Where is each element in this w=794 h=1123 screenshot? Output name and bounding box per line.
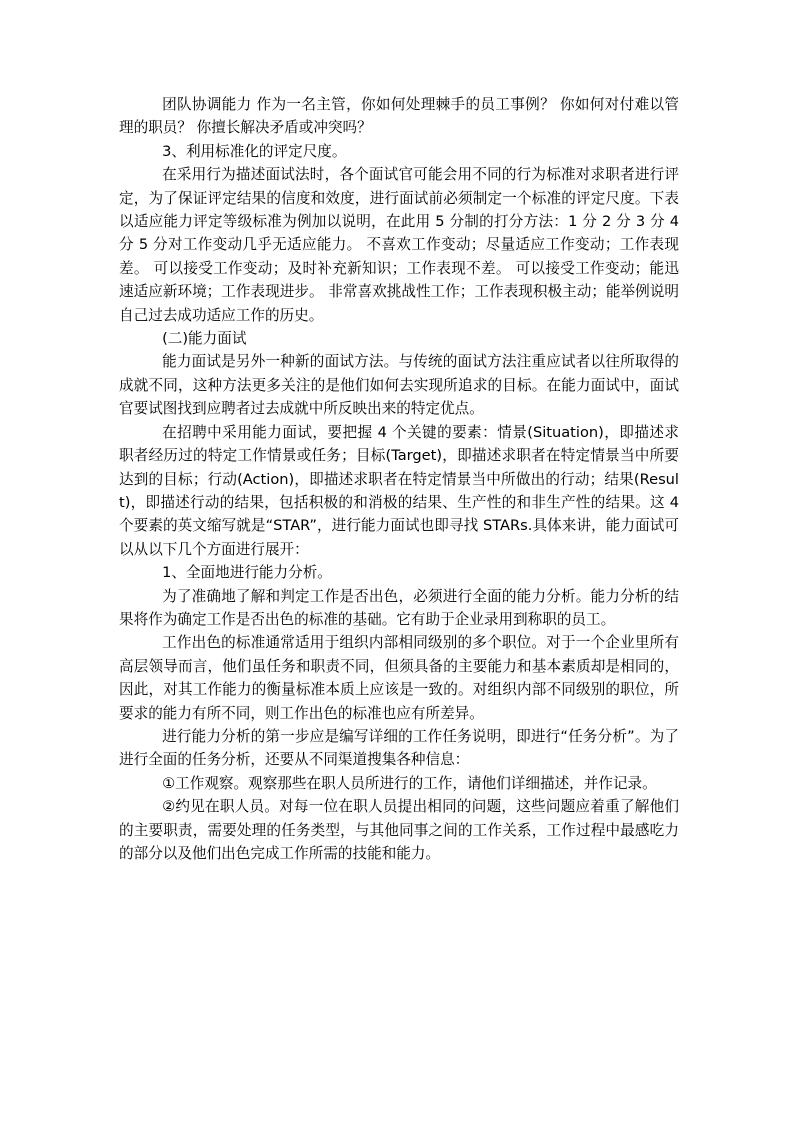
- paragraph-task-analysis: 进行能力分析的第一步应是编写详细的工作任务说明，即进行“任务分析”。为了进行全面的任务分析，还要从不同渠道搜集各种信息：: [119, 727, 679, 769]
- paragraph-star-elements: 在招聘中采用能力面试，要把握 4 个关键的要素：情景(Situation)，即描述求职者经历过的特定工作情景或任务；目标(Target)，即描述求职者在特定情景当中所要达到的目标；行动(Action)，即描述求职者在特定情景当中所做出的行动；结果(Result)，即描述行动的结果，包括积极的和消极的结果、生产性的和非生产性的结果。这 4 个要素的英文缩写就是“STAR”，进行能力面试也即寻找 STARs.具体来讲，能力面试可以从以下几个方面进行展开：: [119, 423, 679, 558]
- paragraph-analysis-purpose: 为了准确地了解和判定工作是否出色，必须进行全面的能力分析。能力分析的结果将作为确定工作是否出色的标准的基础。它有助于企业录用到称职的员工。: [119, 587, 679, 628]
- document-body: [119, 93, 679, 865]
- heading-standard-scale: 3、利用标准化的评定尺度。: [162, 142, 347, 160]
- heading-competency-analysis: 1、全面地进行能力分析。: [162, 564, 332, 582]
- heading-competency-interview: (二)能力面试: [162, 330, 247, 348]
- paragraph-rating-scale: 在采用行为描述面试法时，各个面试官可能会用不同的行为标准对求职者进行评定，为了保证评定结果的信度和效度，进行面试前必须制定一个标准的评定尺度。下表以适应能力评定等级标准为例加以说明，在此用 5 分制的打分方法：1 分 2 分 3 分 4 分 5 分对工作变动几乎无适应能力。 不喜欢工作变动；尽量适应工作变动；工作表现差。 可以接受工作变动；及时补充新知识；工作表现不差。 可以接受工作变动；能迅速适应新环境；工作表现进步。 非常喜欢挑战性工作；工作表现积极主动；能举例说明自己过去成功适应工作的历史。: [119, 166, 679, 324]
- paragraph-teamwork-questions: 团队协调能力 作为一名主管，你如何处理棘手的员工事例？ 你如何对付难以管理的职员？ 你擅长解决矛盾或冲突吗？: [119, 96, 679, 137]
- list-item-interview-incumbents: ②约见在职人员。对每一位在职人员提出相同的问题，这些问题应着重了解他们的主要职责，需要处理的任务类型，与其他同事之间的工作关系，工作过程中最感吃力的部分以及他们出色完成工作所需的技能和能力。: [119, 798, 679, 862]
- list-item-job-observation: ①工作观察。观察那些在职人员所进行的工作，请他们详细描述，并作记录。: [162, 774, 657, 792]
- paragraph-performance-standard: 工作出色的标准通常适用于组织内部相同级别的多个职位。对于一个企业里所有高层领导而言，他们虽任务和职责不同，但须具备的主要能力和基本素质却是相同的，因此，对其工作能力的衡量标准本质上应该是一致的。对组织内部不同级别的职位，所要求的能力有所不同，则工作出色的标准也应有所差异。: [119, 634, 679, 722]
- paragraph-competency-intro: 能力面试是另外一种新的面试方法。与传统的面试方法注重应试者以往所取得的成就不同，这种方法更多关注的是他们如何去实现所追求的目标。在能力面试中，面试官要试图找到应聘者过去成就中所反映出来的特定优点。: [119, 353, 679, 418]
